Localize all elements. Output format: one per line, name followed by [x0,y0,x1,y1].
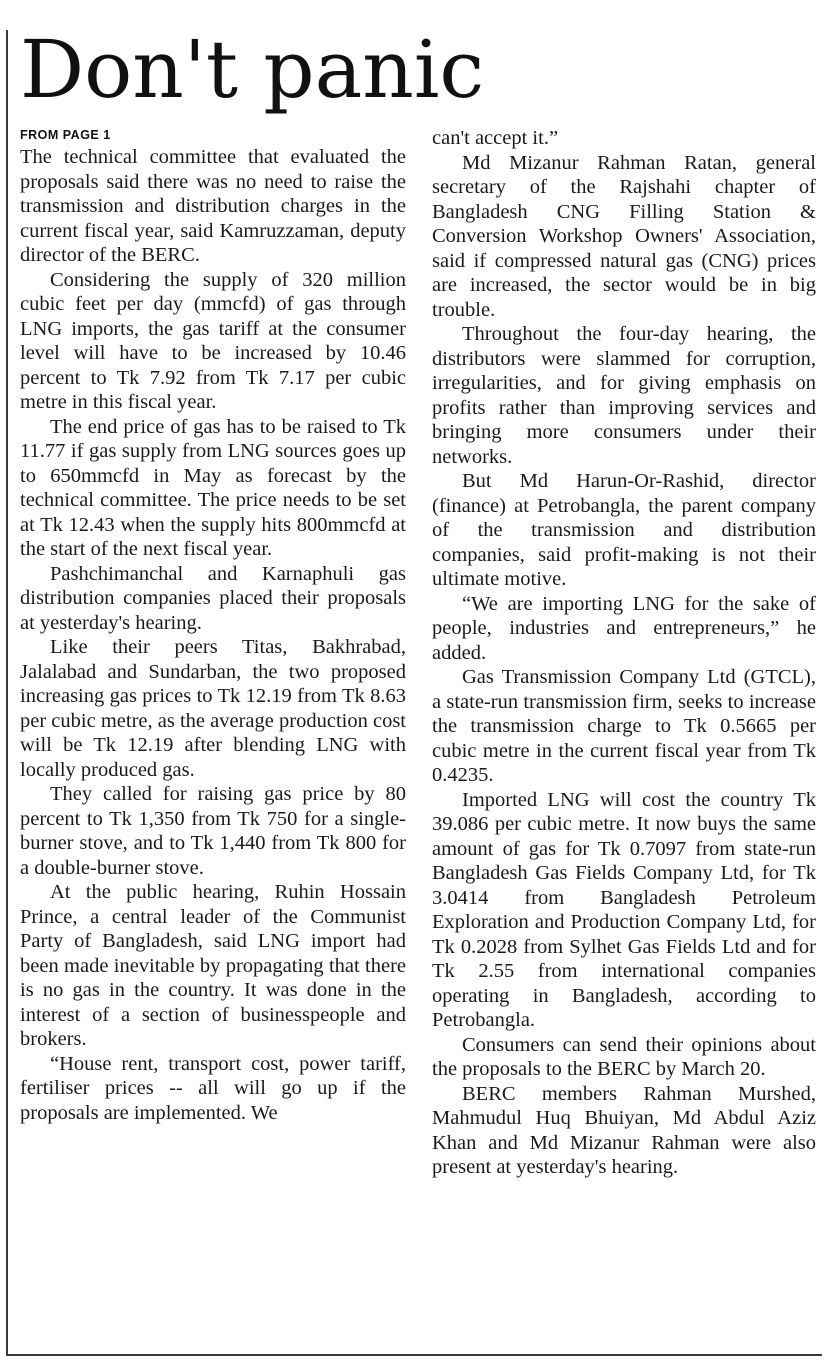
paragraph: Imported LNG will cost the country Tk 39.086 per cubic metre. It now buys the same amount of gas for Tk 0.7097 from state-run Bangladesh Gas Fields Company Ltd, for Tk 3.0414 from Bangladesh Petroleum Exploration and Production Company Ltd, for Tk 0.2028 from Sylhet Gas Fields Ltd and for Tk 2.55 from international companies operating in Bangladesh, according to Petrobangla. [432,788,816,1031]
paragraph: Gas Transmission Company Ltd (GTCL), a state-run transmission firm, seeks to increase the transmission charge to Tk 0.5665 per cubic metre in the current fiscal year from Tk 0.4235. [432,666,816,786]
paragraph: The technical committee that evaluated the proposals said there was no need to raise the transmission and distribution charges in the current fiscal year, said Kamruzzaman, deputy director of the BERC. [20,146,406,266]
paragraph: Considering the supply of 320 million cubic feet per day (mmcfd) of gas through LNG imports, the gas tariff at the consumer level will have to be increased by 10.46 percent to Tk 7.92 from Tk 7.17 per cubic metre in this fiscal year. [20,268,406,413]
article-column-right [432,126,816,1180]
paragraph: “House rent, transport cost, power tariff, fertiliser prices -- all will go up if the proposals are implemented. We [20,1052,406,1124]
paragraph-continued: can't accept it.” [432,127,559,149]
paragraph: Like their peers Titas, Bakhrabad, Jalalabad and Sundarban, the two proposed increasing gas prices to Tk 12.19 from Tk 8.63 per cubic metre, as the average production cost will be Tk 12.19 after blending LNG with locally produced gas. [20,636,406,781]
paragraph: Pashchimanchal and Karnaphuli gas distribution companies placed their proposals at yesterday's hearing. [20,562,406,634]
bottom-border-rule [6,1354,822,1356]
left-border-rule [6,30,8,1355]
paragraph: The end price of gas has to be raised to Tk 11.77 if gas supply from LNG sources goes up to 650mmcfd in May as forecast by the technical committee. The price needs to be set at Tk 12.43 when the supply hits 800mmcfd at the start of the next fiscal year. [20,415,406,560]
paragraph: Throughout the four-day hearing, the distributors were slammed for corruption, irregularities, and for giving emphasis on profits rather than improving services and bringing more consumers under their networks. [432,323,816,468]
article-column-left [20,126,406,1125]
paragraph: But Md Harun-Or-Rashid, director (finance) at Petrobangla, the parent company of the transmission and distribution companies, said profit-making is not their ultimate motive. [432,470,816,590]
dateline: FROM PAGE 1 [20,128,111,142]
paragraph: BERC members Rahman Murshed, Mahmudul Huq Bhuiyan, Md Abdul Aziz Khan and Md Mizanur Rahman were also present at yesterday's hearing. [432,1082,816,1178]
headline: Don't panic [20,23,485,116]
paragraph: Consumers can send their opinions about the proposals to the BERC by March 20. [432,1033,816,1080]
paragraph: They called for raising gas price by 80 percent to Tk 1,350 from Tk 750 for a single-burner stove, and to Tk 1,440 from Tk 800 for a double-burner stove. [20,783,406,879]
paragraph: “We are importing LNG for the sake of people, industries and entrepreneurs,” he added. [432,592,816,664]
paragraph: Md Mizanur Rahman Ratan, general secretary of the Rajshahi chapter of Bangladesh CNG Filling Station & Conversion Workshop Owners' Association, said if compressed natural gas (CNG) prices are increased, the sector would be in big trouble. [432,151,816,321]
paragraph: At the public hearing, Ruhin Hossain Prince, a central leader of the Communist Party of Bangladesh, said LNG import had been made inevitable by propagating that there is no gas in the country. It was done in the interest of a section of businesspeople and brokers. [20,881,406,1050]
